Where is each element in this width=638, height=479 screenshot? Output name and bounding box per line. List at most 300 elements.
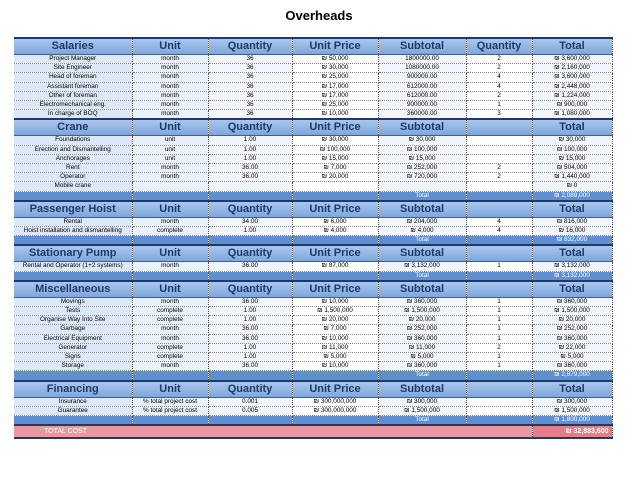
cell-total[interactable]: ₪ 1,080,000 [532,110,612,120]
cell-unit-price[interactable] [292,182,378,191]
cell-item[interactable]: Hoist installation and dismantelling [14,227,132,236]
cell-subtotal[interactable]: ₪ 1,500,000 [378,307,466,316]
cell-unit[interactable]: month [132,325,208,334]
cell-total[interactable]: ₪ 20,000 [532,316,612,325]
cell-quantity[interactable]: 36 [208,82,292,91]
cell-unit-price[interactable]: ₪ 25,000 [292,101,378,110]
section-header-total[interactable]: Total [532,281,612,298]
cell-quantity-2[interactable]: 1 [466,334,532,343]
cell-quantity-2[interactable]: 1 [466,325,532,334]
table-row [14,316,612,325]
cell-quantity-2[interactable] [466,136,532,145]
cell-item[interactable]: Erection and Dismantelling [14,145,132,154]
cell-unit-price[interactable]: ₪ 10,000 [292,297,378,306]
section-header-unit-price[interactable]: Unit Price [292,201,378,218]
cell-quantity-2[interactable] [466,406,532,415]
cell-item[interactable]: Foundations [14,136,132,145]
total-cell-quantity[interactable] [208,371,292,381]
cell-unit-price[interactable]: ₪ 100,000 [292,145,378,154]
cell-unit-price[interactable]: ₪ 300,000,000 [292,397,378,406]
cell-unit[interactable]: % total project cost [132,397,208,406]
total-cell-subtotal[interactable]: Total [378,416,466,426]
section-header-total[interactable]: Total [532,381,612,398]
cell-subtotal[interactable]: ₪ 4,000 [378,227,466,236]
cell-item[interactable]: Insurance [14,397,132,406]
total-cell-item[interactable] [14,191,132,201]
cell-unit[interactable]: unit [132,136,208,145]
total-cell-total[interactable]: ₪ 832,000 [532,236,612,246]
section-header-unit-price[interactable]: Unit Price [292,281,378,298]
cell-unit-price[interactable]: ₪ 30,000 [292,136,378,145]
cell-quantity[interactable]: 36 [208,91,292,100]
table-row [14,362,612,371]
section-header-unit[interactable]: Unit [132,281,208,298]
cell-subtotal[interactable]: ₪ 15,000 [378,154,466,163]
cell-quantity-2[interactable]: 2 [466,64,532,73]
cell-total[interactable]: ₪ 300,000 [532,397,612,406]
cell-unit-price[interactable]: ₪ 87,000 [292,262,378,271]
cell-subtotal[interactable]: ₪ 300,000 [378,397,466,406]
table-row [14,82,612,91]
table-row [14,101,612,110]
section-header-subtotal[interactable]: Subtotal [378,245,466,262]
table-row [14,64,612,73]
section-header-subtotal[interactable]: Subtotal [378,38,466,55]
cell-subtotal[interactable]: ₪ 720,000 [378,173,466,182]
cell-item[interactable]: Rent [14,164,132,173]
cell-quantity-2[interactable]: 4 [466,73,532,82]
cell-total[interactable]: ₪ 3,600,000 [532,55,612,64]
total-cell-total[interactable]: ₪ 3,132,000 [532,271,612,281]
cell-total[interactable]: ₪ 1,440,000 [532,173,612,182]
cell-unit[interactable]: month [132,217,208,226]
cell-item[interactable]: Rental and Operator (1+2 systems) [14,262,132,271]
cell-quantity-2[interactable]: 4 [466,227,532,236]
cell-item[interactable]: Project Manager [14,55,132,64]
section-header-quantity-2[interactable] [466,381,532,398]
section-header-item[interactable]: Crane [14,119,132,136]
cell-total[interactable]: ₪ 0 [532,182,612,191]
cell-quantity-2[interactable]: 4 [466,82,532,91]
cell-unit-price[interactable]: ₪ 1,500,000 [292,307,378,316]
cell-quantity[interactable]: 0.001 [208,397,292,406]
cell-total[interactable]: ₪ 16,000 [532,227,612,236]
cell-quantity[interactable]: 36 [208,101,292,110]
table-row [14,262,612,271]
cell-unit-price[interactable]: ₪ 20,000 [292,173,378,182]
cell-item[interactable]: Signs [14,353,132,362]
cell-quantity[interactable]: 36.00 [208,297,292,306]
cell-unit[interactable]: complete [132,316,208,325]
total-cell-unit-price[interactable] [292,416,378,426]
section-header-quantity[interactable]: Quantity [208,38,292,55]
cell-quantity-2[interactable] [466,154,532,163]
cell-unit[interactable]: month [132,334,208,343]
cell-subtotal[interactable]: ₪ 360,000 [378,362,466,371]
section-header-quantity[interactable]: Quantity [208,381,292,398]
cell-item[interactable]: Assistant foreman [14,82,132,91]
cell-quantity[interactable]: 1.00 [208,316,292,325]
cell-quantity-2[interactable]: 2 [466,55,532,64]
total-cell-item[interactable] [14,271,132,281]
cell-total[interactable]: ₪ 100,000 [532,145,612,154]
section-header-row [14,201,612,218]
section-header-quantity-2[interactable] [466,201,532,218]
cell-quantity-2[interactable]: 1 [466,316,532,325]
cell-quantity-2[interactable]: 1 [466,307,532,316]
cell-unit-price[interactable]: ₪ 15,000 [292,154,378,163]
cell-quantity-2[interactable]: 1 [466,262,532,271]
section-total-row [14,416,612,426]
section-total-row [14,271,612,281]
cell-quantity[interactable]: 36 [208,110,292,120]
cell-quantity-2[interactable] [466,397,532,406]
section-header-item[interactable]: Miscellaneous [14,281,132,298]
overheads-table [14,37,613,439]
section-header-item[interactable]: Stationary Pump [14,245,132,262]
cell-quantity[interactable]: 36.00 [208,334,292,343]
table-row [14,182,612,191]
cell-unit-price[interactable]: ₪ 30,000 [292,64,378,73]
section-header-unit-price[interactable]: Unit Price [292,38,378,55]
cell-quantity[interactable]: 36.00 [208,164,292,173]
section-header-unit[interactable]: Unit [132,38,208,55]
total-cell-unit[interactable] [132,371,208,381]
total-cell-unit-price[interactable] [292,236,378,246]
total-cell-subtotal[interactable]: Total [378,271,466,281]
section-header-row [14,245,612,262]
cell-unit-price[interactable]: ₪ 10,000 [292,334,378,343]
cell-subtotal[interactable] [378,182,466,191]
cell-total[interactable]: ₪ 816,000 [532,217,612,226]
cell-quantity[interactable]: 36.00 [208,325,292,334]
cell-subtotal[interactable]: ₪ 252,000 [378,164,466,173]
cell-unit[interactable]: complete [132,227,208,236]
cell-item[interactable]: Site Engineer [14,64,132,73]
table-row [14,353,612,362]
cell-item[interactable]: Rental [14,217,132,226]
cell-total[interactable]: ₪ 360,000 [532,362,612,371]
cell-unit-price[interactable]: ₪ 11,000 [292,343,378,352]
total-cell-item[interactable] [14,371,132,381]
cell-quantity-2[interactable]: 3 [466,110,532,120]
cell-quantity-2[interactable]: 2 [466,91,532,100]
cell-quantity[interactable]: 34.00 [208,217,292,226]
cell-subtotal[interactable]: ₪ 11,000 [378,343,466,352]
grand-total-row [14,425,612,438]
cell-quantity[interactable]: 1.00 [208,353,292,362]
cell-unit[interactable]: month [132,262,208,271]
cell-item[interactable]: Other of foreman [14,91,132,100]
section-header-unit-price[interactable]: Unit Price [292,381,378,398]
total-cell-quantity-2[interactable] [466,371,532,381]
cell-unit[interactable]: % total project cost [132,406,208,415]
cell-unit[interactable]: month [132,82,208,91]
cell-unit-price[interactable]: ₪ 4,000 [292,227,378,236]
table-row [14,343,612,352]
section-header-total[interactable]: Total [532,245,612,262]
total-cell-unit-price[interactable] [292,191,378,201]
cell-total[interactable]: ₪ 252,000 [532,325,612,334]
cell-item[interactable]: Operator [14,173,132,182]
section-header-row [14,119,612,136]
cell-quantity-2[interactable]: 2 [466,164,532,173]
section-total-row [14,191,612,201]
cell-subtotal[interactable]: 900000.00 [378,101,466,110]
section-header-row [14,281,612,298]
table-row [14,397,612,406]
cell-total[interactable]: ₪ 5,000 [532,353,612,362]
section-header-quantity-2[interactable] [466,119,532,136]
cell-item[interactable]: Movings [14,297,132,306]
cell-quantity[interactable]: 1.00 [208,145,292,154]
cell-total[interactable]: ₪ 3,600,000 [532,73,612,82]
section-header-quantity-2[interactable] [466,245,532,262]
cell-unit-price[interactable]: ₪ 10,000 [292,110,378,120]
cell-unit[interactable]: month [132,101,208,110]
total-cell-total[interactable]: ₪ 1,800,000 [532,416,612,426]
table-row [14,406,612,415]
cell-quantity[interactable]: 36 [208,64,292,73]
section-header-quantity-2[interactable] [466,281,532,298]
cell-item[interactable]: Mobile crane [14,182,132,191]
cell-item[interactable]: Head of foreman [14,73,132,82]
total-cell-item[interactable] [14,416,132,426]
cell-total[interactable]: ₪ 2,448,000 [532,82,612,91]
cell-unit[interactable]: month [132,64,208,73]
cell-total[interactable]: ₪ 1,500,000 [532,307,612,316]
cell-item[interactable]: Storage [14,362,132,371]
cell-total[interactable]: ₪ 504,000 [532,164,612,173]
cell-quantity[interactable]: 1.00 [208,136,292,145]
section-total-row [14,236,612,246]
cell-quantity-2[interactable]: 4 [466,217,532,226]
cell-item[interactable]: Guarantee [14,406,132,415]
total-cell-unit[interactable] [132,236,208,246]
table-row [14,227,612,236]
total-cell-quantity[interactable] [208,271,292,281]
cell-unit-price[interactable]: ₪ 10,000 [292,362,378,371]
section-header-item[interactable]: Passenger Hoist [14,201,132,218]
cell-unit[interactable]: month [132,362,208,371]
cell-unit[interactable]: unit [132,145,208,154]
table-row [14,297,612,306]
cell-unit[interactable]: complete [132,343,208,352]
section-header-unit[interactable]: Unit [132,119,208,136]
table-row [14,55,612,64]
cell-item[interactable]: Electrical Equipment [14,334,132,343]
total-cell-unit[interactable] [132,191,208,201]
cell-subtotal[interactable]: ₪ 30,000 [378,136,466,145]
cell-subtotal[interactable]: 360000.00 [378,110,466,120]
cell-subtotal[interactable]: ₪ 360,000 [378,297,466,306]
cell-unit[interactable]: month [132,73,208,82]
cell-unit-price[interactable]: ₪ 50,000 [292,55,378,64]
section-header-unit-price[interactable]: Unit Price [292,245,378,262]
cell-quantity[interactable]: 36 [208,55,292,64]
cell-unit-price[interactable]: ₪ 7,000 [292,325,378,334]
table-row [14,145,612,154]
cell-quantity-2[interactable]: 1 [466,362,532,371]
section-header-unit[interactable]: Unit [132,201,208,218]
cell-subtotal[interactable]: 612000.00 [378,91,466,100]
cell-quantity[interactable]: 1.00 [208,154,292,163]
cell-unit-price[interactable]: ₪ 17,000 [292,91,378,100]
total-cell-quantity[interactable] [208,416,292,426]
cell-total[interactable]: ₪ 30,000 [532,136,612,145]
cell-unit[interactable]: month [132,173,208,182]
cell-subtotal[interactable]: ₪ 20,000 [378,316,466,325]
total-cell-subtotal[interactable]: Total [378,236,466,246]
cell-quantity[interactable]: 0.005 [208,406,292,415]
total-cell-quantity[interactable] [208,236,292,246]
section-header-unit[interactable]: Unit [132,245,208,262]
page-title: Overheads [285,8,353,23]
table-row [14,173,612,182]
cell-unit-price[interactable]: ₪ 25,000 [292,73,378,82]
cell-item[interactable]: Organise Way Into Site [14,316,132,325]
cell-subtotal[interactable]: ₪ 204,000 [378,217,466,226]
cell-total[interactable]: ₪ 1,500,000 [532,406,612,415]
cell-quantity-2[interactable] [466,182,532,191]
section-header-subtotal[interactable]: Subtotal [378,201,466,218]
cell-total[interactable]: ₪ 900,000 [532,101,612,110]
cell-unit[interactable]: month [132,91,208,100]
cell-quantity[interactable] [208,182,292,191]
section-header-subtotal[interactable]: Subtotal [378,281,466,298]
total-cell-quantity-2[interactable] [466,416,532,426]
total-cell-quantity-2[interactable] [466,236,532,246]
section-header-total[interactable]: Total [532,201,612,218]
cell-quantity-2[interactable] [466,145,532,154]
cell-item[interactable]: In charge of BOQ [14,110,132,120]
section-total-row [14,371,612,381]
total-cell-item[interactable] [14,236,132,246]
cell-item[interactable]: Anchorages [14,154,132,163]
cell-total[interactable]: ₪ 360,000 [532,297,612,306]
table-row [14,73,612,82]
cell-quantity[interactable]: 1.00 [208,307,292,316]
section-header-total[interactable]: Total [532,119,612,136]
section-header-row [14,38,612,55]
cell-unit[interactable]: complete [132,353,208,362]
table-row [14,307,612,316]
total-cell-subtotal[interactable]: Total [378,371,466,381]
cell-item[interactable]: Generator [14,343,132,352]
cell-quantity-2[interactable]: 1 [466,297,532,306]
total-cell-unit[interactable] [132,271,208,281]
section-header-quantity-2[interactable]: Quantity [466,38,532,55]
cell-quantity[interactable]: 36.00 [208,173,292,182]
table-row [14,334,612,343]
cell-unit[interactable]: unit [132,154,208,163]
total-cell-total[interactable]: ₪ 2,089,000 [532,191,612,201]
cell-unit-price[interactable]: ₪ 5,000 [292,353,378,362]
table-row [14,325,612,334]
section-header-quantity[interactable]: Quantity [208,245,292,262]
cell-unit[interactable]: month [132,110,208,120]
cell-quantity[interactable]: 36.00 [208,262,292,271]
cell-item[interactable]: Garbage [14,325,132,334]
cell-quantity[interactable]: 1.00 [208,343,292,352]
cell-subtotal[interactable]: ₪ 5,000 [378,353,466,362]
total-cell-total[interactable]: ₪ 2,879,000 [532,371,612,381]
cell-unit[interactable]: month [132,297,208,306]
section-header-item[interactable]: Financing [14,381,132,398]
cell-total[interactable]: ₪ 360,000 [532,334,612,343]
cell-subtotal[interactable]: 612000.00 [378,82,466,91]
cell-quantity-2[interactable]: 2 [466,173,532,182]
table-body [14,38,612,438]
total-cell-subtotal[interactable]: Total [378,191,466,201]
cell-quantity[interactable]: 36.00 [208,362,292,371]
cell-total[interactable]: ₪ 1,224,000 [532,91,612,100]
table-row [14,110,612,120]
grand-total-value[interactable]: ₪ 32,883,600 [532,425,612,438]
total-cell-unit-price[interactable] [292,371,378,381]
cell-quantity-2[interactable]: 1 [466,353,532,362]
section-header-unit[interactable]: Unit [132,381,208,398]
cell-quantity[interactable]: 36 [208,73,292,82]
cell-unit-price[interactable]: ₪ 6,000 [292,217,378,226]
cell-unit[interactable]: complete [132,307,208,316]
total-cell-quantity-2[interactable] [466,271,532,281]
cell-total[interactable]: ₪ 2,160,000 [532,64,612,73]
cell-subtotal[interactable]: 1080000.00 [378,64,466,73]
cell-unit-price[interactable]: ₪ 300,000,000 [292,406,378,415]
cell-unit-price[interactable]: ₪ 7,000 [292,164,378,173]
table-row [14,164,612,173]
section-header-quantity[interactable]: Quantity [208,201,292,218]
cell-unit-price[interactable]: ₪ 17,000 [292,82,378,91]
table-row [14,136,612,145]
cell-subtotal[interactable]: ₪ 360,000 [378,334,466,343]
cell-subtotal[interactable]: ₪ 100,000 [378,145,466,154]
cell-subtotal[interactable]: ₪ 252,000 [378,325,466,334]
cell-quantity[interactable]: 1.00 [208,227,292,236]
overheads-spreadsheet [14,37,612,439]
cell-unit[interactable]: month [132,164,208,173]
cell-subtotal[interactable]: ₪ 1,500,000 [378,406,466,415]
section-header-unit-price[interactable]: Unit Price [292,119,378,136]
cell-total[interactable]: ₪ 22,000 [532,343,612,352]
cell-subtotal[interactable]: 900000.00 [378,73,466,82]
section-header-quantity[interactable]: Quantity [208,119,292,136]
cell-quantity-2[interactable]: 1 [466,101,532,110]
section-header-quantity[interactable]: Quantity [208,281,292,298]
section-header-subtotal[interactable]: Subtotal [378,119,466,136]
cell-subtotal[interactable]: 1800000.00 [378,55,466,64]
total-cell-quantity[interactable] [208,191,292,201]
cell-subtotal[interactable]: ₪ 3,132,000 [378,262,466,271]
cell-item[interactable]: Electromechanical eng. [14,101,132,110]
cell-unit-price[interactable]: ₪ 20,000 [292,316,378,325]
total-cell-unit[interactable] [132,416,208,426]
total-cell-unit-price[interactable] [292,271,378,281]
cell-quantity-2[interactable]: 2 [466,343,532,352]
section-header-total[interactable]: Total [532,38,612,55]
section-header-subtotal[interactable]: Subtotal [378,381,466,398]
cell-total[interactable]: ₪ 15,000 [532,154,612,163]
section-header-item[interactable]: Salaries [14,38,132,55]
cell-item[interactable]: Tests [14,307,132,316]
cell-unit[interactable]: month [132,55,208,64]
table-row [14,91,612,100]
grand-total-label: TOTAL COST [14,425,532,438]
total-cell-quantity-2[interactable] [466,191,532,201]
cell-total[interactable]: ₪ 3,132,000 [532,262,612,271]
cell-unit[interactable] [132,182,208,191]
